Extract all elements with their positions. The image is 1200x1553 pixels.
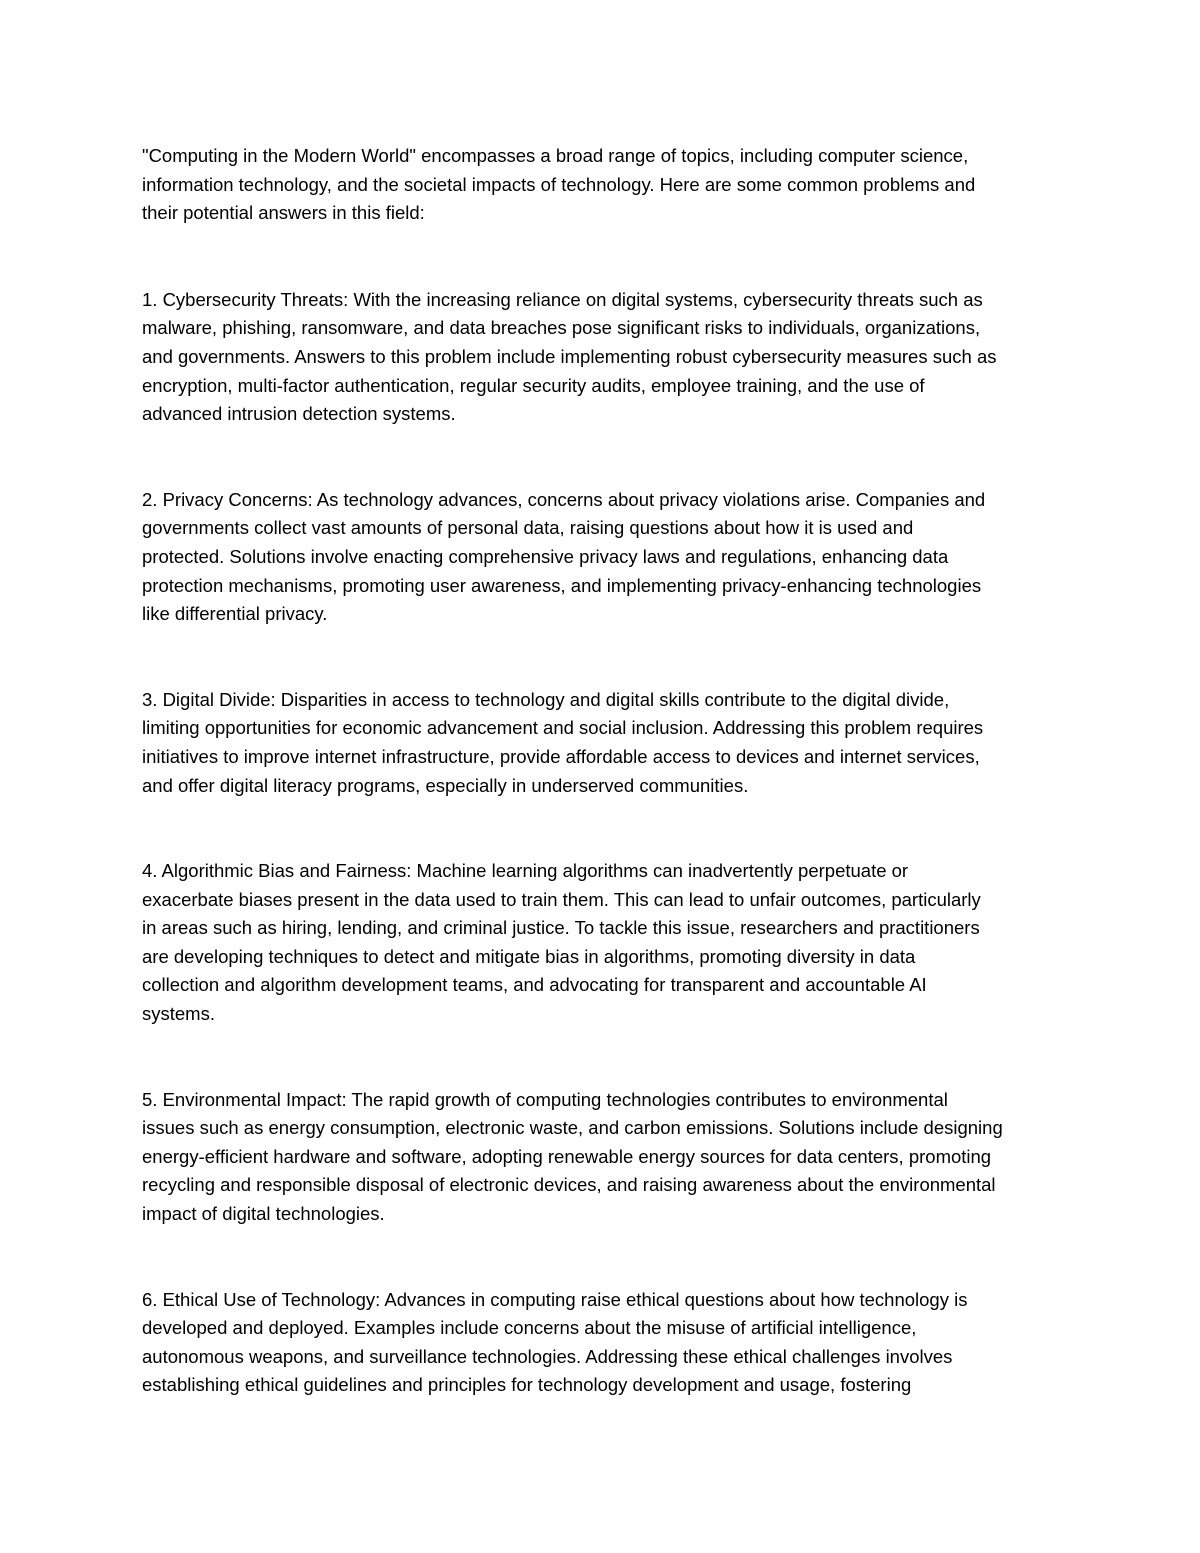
item-line: and governments. Answers to this problem include implementing robust cybersecurity measures such as [142,345,997,367]
intro-line: their potential answers in this field: [142,202,425,224]
item-line: developed and deployed. Examples include concerns about the misuse of artificial intelligence, [142,1317,917,1339]
intro-line: "Computing in the Modern World" encompasses a broad range of topics, including computer science, [142,145,969,166]
item-line: exacerbate biases present in the data used to train them. This can lead to unfair outcomes, particularly [142,888,981,910]
item-line: 5. Environmental Impact: The rapid growth of computing technologies contributes to environmental [142,1088,948,1110]
item-line: advanced intrusion detection systems. [142,403,456,425]
item-line: 6. Ethical Use of Technology: Advances in computing raise ethical questions about how technology is [142,1288,968,1310]
paragraph-spacer [142,1029,1072,1086]
item-line: 2. Privacy Concerns: As technology advances, concerns about privacy violations arise. Companies and [142,488,986,510]
item-line: 3. Digital Divide: Disparities in access to technology and digital skills contribute to the digital divide, [142,688,950,710]
problem-item-algorithmic-bias [142,857,1072,1029]
problem-item-ethical-use [142,1286,1072,1400]
paragraph-spacer [142,228,1072,286]
item-line: malware, phishing, ransomware, and data breaches pose significant risks to individuals, organizations, [142,317,981,339]
problem-item-privacy [142,486,1072,629]
item-line: autonomous weapons, and surveillance technologies. Addressing these ethical challenges involves [142,1345,953,1367]
item-line: encryption, multi-factor authentication, regular security audits, employee training, and the use of [142,374,925,396]
item-line: protected. Solutions involve enacting comprehensive privacy laws and regulations, enhancing data [142,545,949,567]
paragraph-spacer [142,1229,1072,1286]
intro-line: information technology, and the societal impacts of technology. Here are some common problems and [142,173,976,195]
problem-item-environmental-impact [142,1086,1072,1229]
document-body [142,142,1072,1400]
item-line: establishing ethical guidelines and principles for technology development and usage, fostering [142,1374,912,1396]
item-line: 1. Cybersecurity Threats: With the increasing reliance on digital systems, cybersecurity threats such as [142,288,983,310]
item-line: issues such as energy consumption, electronic waste, and carbon emissions. Solutions include designing [142,1117,1003,1139]
problem-item-digital-divide [142,686,1072,800]
item-line: systems. [142,1003,215,1025]
item-line: and offer digital literacy programs, especially in underserved communities. [142,774,749,796]
item-line: impact of digital technologies. [142,1203,385,1225]
paragraph-spacer [142,629,1072,686]
item-line: energy-efficient hardware and software, adopting renewable energy sources for data centers, promoting [142,1145,992,1167]
item-line: limiting opportunities for economic advancement and social inclusion. Addressing this problem requires [142,717,984,739]
problem-item-cybersecurity [142,286,1072,429]
paragraph-spacer [142,429,1072,486]
item-line: recycling and responsible disposal of electronic devices, and raising awareness about the environmental [142,1174,996,1196]
item-line: initiatives to improve internet infrastructure, provide affordable access to devices and internet services, [142,745,980,767]
item-line: 4. Algorithmic Bias and Fairness: Machine learning algorithms can inadvertently perpetuate or [142,860,909,882]
item-line: like differential privacy. [142,603,328,625]
item-line: in areas such as hiring, lending, and criminal justice. To tackle this issue, researchers and practitioners [142,917,980,939]
item-line: protection mechanisms, promoting user awareness, and implementing privacy-enhancing technologies [142,574,982,596]
intro-paragraph [142,142,1072,228]
item-line: are developing techniques to detect and mitigate bias in algorithms, promoting diversity in data [142,945,916,967]
paragraph-spacer [142,800,1072,857]
item-line: governments collect vast amounts of personal data, raising questions about how it is used and [142,517,914,539]
item-line: collection and algorithm development teams, and advocating for transparent and accountable AI [142,974,927,996]
